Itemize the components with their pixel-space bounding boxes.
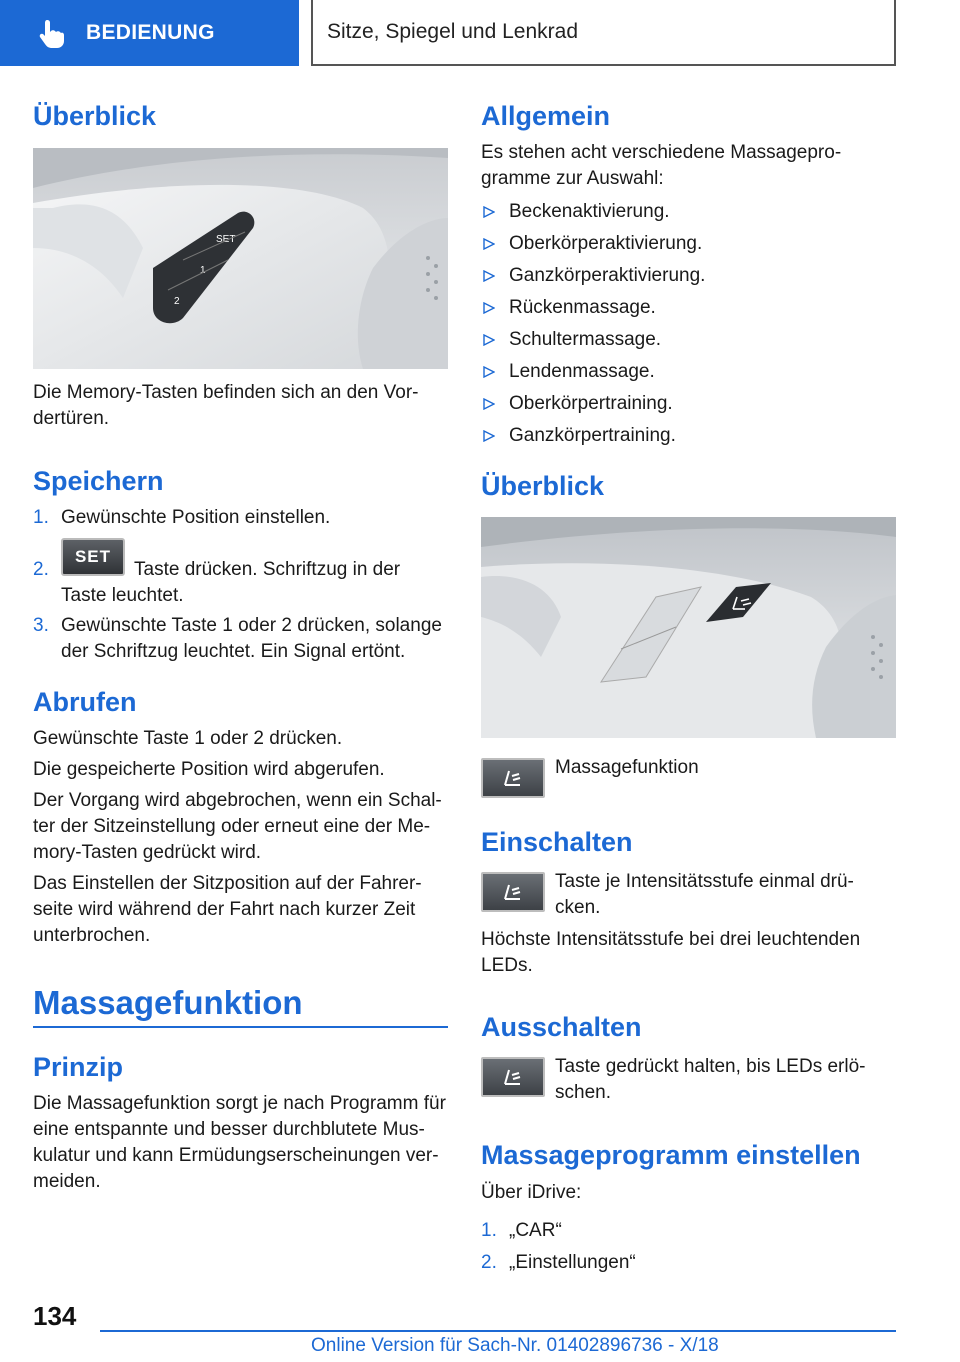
- switch-on-note: Höchste Intensitätsstufe bei drei leuchtenden LEDs.: [481, 929, 861, 976]
- program-step-2: „Einstellungen“: [509, 1252, 636, 1273]
- massage-button-icon: [481, 872, 545, 912]
- program-step-1: „CAR“: [509, 1220, 562, 1241]
- massage-button-photo: [481, 517, 896, 738]
- bullet-triangle-icon: [483, 366, 495, 378]
- recall-heading: Abrufen: [33, 687, 137, 717]
- bullet-triangle-icon: [483, 334, 495, 346]
- program-item: Oberkörperaktivierung.: [509, 233, 703, 254]
- program-item: Oberkörpertraining.: [509, 393, 673, 414]
- program-item: Rückenmassage.: [509, 297, 656, 318]
- general-text: Es stehen acht verschiedene Massagepro- gramme zur Auswahl:: [481, 142, 842, 189]
- save-step-3: Gewünschte Taste 1 oder 2 drücken, solange der Schriftzug leuchtet. Ein Signal ertönt.: [61, 615, 442, 662]
- switch-on-heading: Einschalten: [481, 827, 633, 857]
- recall-paragraph: Gewünschte Taste 1 oder 2 drücken.: [33, 728, 343, 749]
- program-item: Ganzkörperaktivierung.: [509, 265, 706, 286]
- icon-caption: Massagefunktion: [555, 757, 699, 778]
- button-2-label: 2: [174, 296, 180, 307]
- door-panel-illustration: [33, 148, 448, 369]
- bullet-triangle-icon: [483, 430, 495, 442]
- section-tab-label: BEDIENUNG: [86, 21, 215, 44]
- chapter-header: [311, 0, 896, 66]
- save-heading: Speichern: [33, 466, 164, 496]
- set-button-label: SET: [216, 234, 236, 245]
- step-number: 1.: [481, 1220, 497, 1241]
- bullet-triangle-icon: [483, 206, 495, 218]
- chapter-rule: [33, 1026, 448, 1028]
- photo-caption: Die Memory-Tasten befinden sich an den Vor- dertüren.: [33, 382, 419, 429]
- switch-off-text: Taste gedrückt halten, bis LEDs erlö- schen.: [555, 1056, 866, 1103]
- step-number: 1.: [33, 507, 49, 528]
- step-number: 2.: [481, 1252, 497, 1273]
- switch-on-text: Taste je Intensitätsstufe einmal drü- cken.: [555, 871, 854, 918]
- step-number: 2.: [33, 559, 49, 580]
- chapter-title: Sitze, Spiegel und Lenkrad: [327, 20, 579, 43]
- program-item: Schultermassage.: [509, 329, 662, 350]
- program-item: Beckenaktivierung.: [509, 201, 670, 222]
- save-step-2-line-2: Taste leuchtet.: [61, 585, 184, 606]
- recall-paragraph: Die gespeicherte Position wird abgerufen.: [33, 759, 385, 780]
- massage-chapter-heading: Massagefunktion: [33, 984, 303, 1021]
- step-number: 3.: [33, 615, 49, 636]
- set-button-icon: SET: [61, 538, 125, 576]
- recall-paragraph: Das Einstellen der Sitzposition auf der Fahrer- seite wird während der Fahrt nach kurzer Zeit unterbrochen.: [33, 873, 422, 946]
- recall-paragraph: Der Vorgang wird abgebrochen, wenn ein Schal- ter der Sitzeinstellung oder erneut eine der Me- mory-Tasten gedrückt wird.: [33, 790, 442, 863]
- bullet-triangle-icon: [483, 270, 495, 282]
- door-panel-massage-illustration: [481, 517, 896, 738]
- general-heading: Allgemein: [481, 101, 611, 131]
- program-item: Lendenmassage.: [509, 361, 655, 382]
- page-number: 134: [33, 1301, 77, 1331]
- program-heading: Massageprogramm einstellen: [481, 1140, 861, 1170]
- memory-buttons-photo: [33, 148, 448, 369]
- massage-button-icon: [481, 1057, 545, 1097]
- button-1-label: 1: [200, 265, 206, 276]
- online-version-text: Online Version für Sach-Nr. 01402896736 - X/18: [311, 1335, 719, 1356]
- overview-heading: Überblick: [33, 101, 157, 131]
- program-intro: Über iDrive:: [481, 1182, 582, 1203]
- hand-pointer-icon: [38, 18, 64, 48]
- bullet-triangle-icon: [483, 398, 495, 410]
- principle-text: Die Massagefunktion sorgt je nach Programm für eine entspannte und besser durchblutete Mus- kulatur und kann Ermüdungserscheinungen ver- meiden.: [33, 1093, 446, 1192]
- section-tab[interactable]: [0, 0, 299, 66]
- principle-heading: Prinzip: [33, 1052, 124, 1082]
- footer-rule: [100, 1330, 896, 1332]
- massage-button-icon: [481, 758, 545, 798]
- switch-off-heading: Ausschalten: [481, 1012, 642, 1042]
- program-item: Ganzkörpertraining.: [509, 425, 676, 446]
- bullet-triangle-icon: [483, 238, 495, 250]
- bullet-triangle-icon: [483, 302, 495, 314]
- save-step-1: Gewünschte Position einstellen.: [61, 507, 331, 528]
- save-step-2-line-1: Taste drücken. Schriftzug in der: [134, 559, 401, 580]
- overview-heading-right: Überblick: [481, 471, 605, 501]
